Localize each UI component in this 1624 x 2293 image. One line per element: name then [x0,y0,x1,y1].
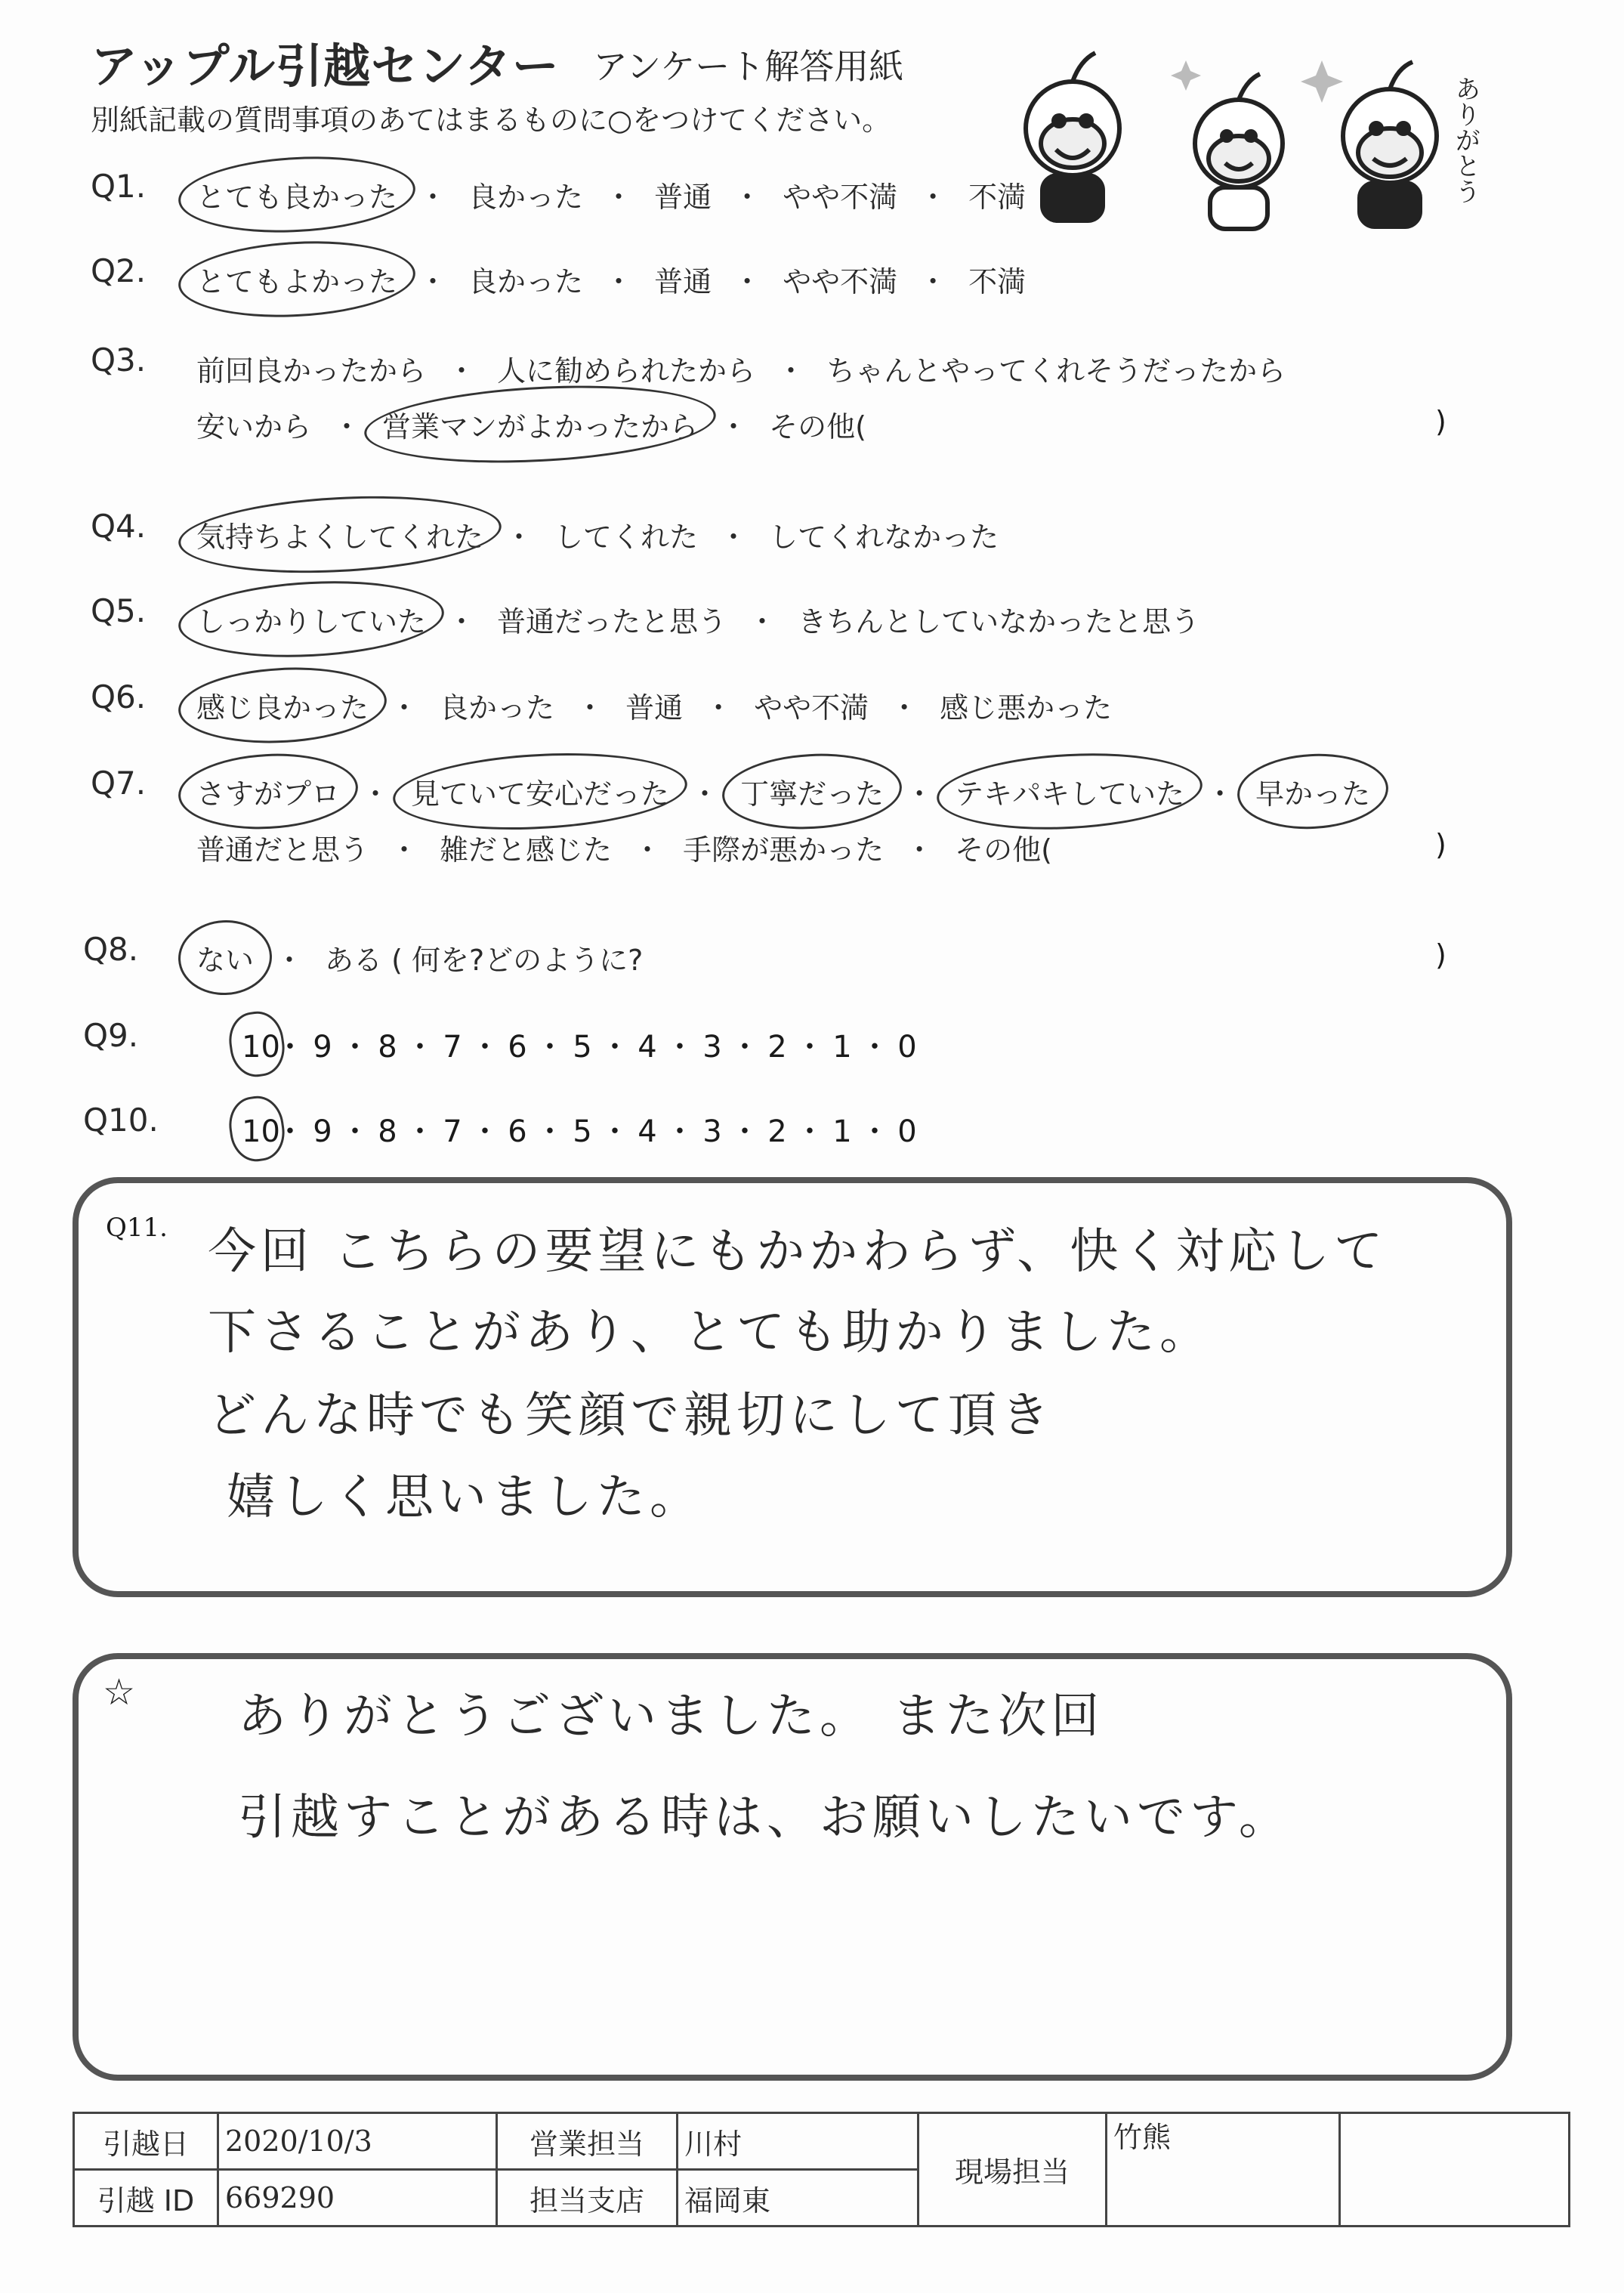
company-title: アップル引越センター [91,39,560,94]
q1-option-2[interactable]: 良かった [468,181,584,214]
instructions: 別紙記載の質問事項のあてはまるものに○をつけてください。 [91,104,891,137]
q1-options: とても良かった ・ 良かった ・ 普通 ・ やや不満 ・ 不満 [189,171,1033,218]
q5-option-3[interactable]: きちんとしていなかったと思う [798,605,1200,638]
branch-label: 担当支店 [497,2170,678,2227]
q2-number: Q2. [91,252,147,289]
q7-option-6[interactable]: 普通だと思う [196,833,369,867]
q10-score-4[interactable]: 4 [638,1114,657,1149]
q7-option-3[interactable]: 丁寧だった [733,768,891,815]
q4-option-1[interactable]: 気持ちよくしてくれた [189,511,491,558]
q3-number: Q3. [91,341,147,379]
sparkle-icon [1171,60,1343,103]
monkey-icon [1343,62,1437,227]
q4-number: Q4. [91,508,147,545]
q9-score-7[interactable]: 7 [443,1030,462,1065]
form-subtitle: アンケート解答用紙 [593,46,904,87]
q9-score-4[interactable]: 4 [638,1030,657,1065]
q11-line-1: 今回 こちらの要望にもかかわらず、快く対応して [208,1224,1388,1280]
q9-score-1[interactable]: 1 [832,1030,852,1065]
q6-options: 感じ良かった ・ 良かった ・ 普通 ・ やや不満 ・ 感じ悪かった [189,681,1119,729]
q3-option-5[interactable]: 営業マンがよかったから [375,400,705,448]
q8-option-none[interactable]: ない [189,934,261,981]
q7-options-line2: 普通だと思う ・ 雑だと感じた ・ 手際が悪かった ・ その他( [189,824,1060,871]
q1-option-4[interactable]: やや不満 [783,181,898,214]
q3-option-1[interactable]: 前回良かったから [196,354,427,388]
q3-options-line2: 安いから ・ 営業マンがよかったから ・ その他( [189,400,874,448]
q2-option-1[interactable]: とてもよかった [189,255,405,303]
q7-option-5[interactable]: 早かった [1248,768,1378,815]
q10-score-1[interactable]: 1 [832,1114,852,1149]
q10-number: Q10. [83,1102,159,1139]
q1-option-3[interactable]: 普通 [654,181,712,214]
q9-score-0[interactable]: 0 [897,1030,917,1065]
q9-number: Q9. [83,1017,139,1054]
q4-options: 気持ちよくしてくれた ・ してくれた ・ してくれなかった [189,511,1006,558]
q9-score-6[interactable]: 6 [508,1030,527,1065]
q3-option-4[interactable]: 安いから [196,410,312,443]
q11-line-4: 嬉しく思いました。 [227,1469,702,1525]
q9-scale: 10・ 9 ・ 8 ・ 7 ・ 6 ・ 5 ・ 4 ・ 3 ・ 2 ・ 1 ・ 0 [242,1023,923,1066]
q9-score-8[interactable]: 8 [378,1030,397,1065]
q7-option-7[interactable]: 雑だと感じた [440,833,613,867]
q8-paren-close: ) [1435,938,1446,972]
q6-number: Q6. [91,678,147,715]
q2-option-2[interactable]: 良かった [468,265,584,298]
monkey-icon [1195,74,1283,229]
q6-option-1[interactable]: 感じ良かった [189,681,376,729]
q1-option-5[interactable]: 不満 [968,181,1027,214]
q7-option-other[interactable]: その他( [955,833,1052,867]
q5-option-2[interactable]: 普通だったと思う [497,605,727,638]
q8-options: ない ・ ある ( 何を?どのように? [189,934,650,981]
q3-option-3[interactable]: ちゃんとやってくれそうだったから [826,354,1286,388]
q9-score-2[interactable]: 2 [767,1030,787,1065]
monkey-icon [1026,53,1119,221]
site-rep-label: 現場担当 [919,2113,1107,2227]
q4-option-3[interactable]: してくれなかった [769,521,999,554]
q9-score-5[interactable]: 5 [573,1030,592,1065]
star-icon: ☆ [103,1671,136,1714]
q2-option-5[interactable]: 不満 [968,265,1027,298]
q10-score-10[interactable]: 10 [242,1114,280,1149]
q9-score-3[interactable]: 3 [702,1030,722,1065]
q3-option-other[interactable]: その他( [769,410,866,443]
q1-option-1[interactable]: とても良かった [189,171,405,218]
q3-paren-close: ) [1435,405,1446,438]
q7-option-1[interactable]: さすがプロ [189,768,347,815]
thanks-line-1: ありがとうございました。 また次回 [238,1689,1104,1744]
thanks-line-2: 引越すことがある時は、お願いしたいです。 [238,1790,1292,1846]
q11-label: Q11. [106,1213,168,1243]
q11-line-3: どんな時でも笑顔で親切にして頂き [208,1388,1054,1444]
move-date-value[interactable]: 2020/10/3 [218,2113,497,2170]
sales-rep-value[interactable]: 川村 [678,2113,919,2170]
q7-paren-close: ) [1435,828,1446,861]
q7-option-4[interactable]: テキパキしていた [947,768,1192,815]
q8-option-some[interactable]: ある ( 何を?どのように? [325,944,644,977]
move-id-value[interactable]: 669290 [218,2170,497,2227]
move-id-label: 引越 ID [74,2170,218,2227]
q7-option-8[interactable]: 手際が悪かった [683,833,885,867]
q1-number: Q1. [91,168,147,205]
q3-option-2[interactable]: 人に勧められたから [497,354,756,388]
q9-score-9[interactable]: 9 [313,1030,332,1065]
q10-score-5[interactable]: 5 [573,1114,592,1149]
q7-options-line1: さすがプロ ・ 見ていて安心だった ・ 丁寧だった ・ テキパキしていた ・ 早かった [189,768,1378,815]
q10-score-8[interactable]: 8 [378,1114,397,1149]
q5-options: しっかりしていた ・ 普通だったと思う ・ きちんとしていなかったと思う [189,595,1207,643]
q4-option-2[interactable]: してくれた [554,521,699,554]
q10-score-3[interactable]: 3 [702,1114,722,1149]
q10-score-7[interactable]: 7 [443,1114,462,1149]
q7-option-2[interactable]: 見ていて安心だった [403,768,677,815]
mascot-caption: ありがとう [1450,76,1480,204]
q6-option-5[interactable]: 感じ悪かった [940,691,1113,725]
q6-option-2[interactable]: 良かった [440,691,555,725]
branch-value[interactable]: 福岡東 [678,2170,919,2227]
sales-rep-label: 営業担当 [497,2113,678,2170]
blank-cell [1340,2113,1570,2227]
monkey-mascots-illustration [1005,30,1496,234]
q9-score-10[interactable]: 10 [242,1030,280,1065]
q10-score-9[interactable]: 9 [313,1114,332,1149]
q11-line-2: 下さることがあり、とても助かりました。 [208,1305,1212,1361]
q5-number: Q5. [91,592,147,629]
move-date-label: 引越日 [74,2113,218,2170]
q2-option-3[interactable]: 普通 [654,265,712,298]
q2-option-4[interactable]: やや不満 [783,265,898,298]
q3-options-line1: 前回良かったから ・ 人に勧められたから ・ ちゃんとやってくれそうだったから [189,345,1293,392]
q10-score-2[interactable]: 2 [767,1114,787,1149]
footer-info-table [73,2112,1570,2227]
q10-scale: 10・ 9 ・ 8 ・ 7 ・ 6 ・ 5 ・ 4 ・ 3 ・ 2 ・ 1 ・ 0 [242,1108,923,1151]
site-rep-value[interactable]: 竹熊 [1107,2113,1340,2227]
q8-number: Q8. [83,931,139,968]
q10-score-0[interactable]: 0 [897,1114,917,1149]
q5-option-1[interactable]: しっかりしていた [189,595,434,643]
q6-option-3[interactable]: 普通 [625,691,684,725]
q2-options: とてもよかった ・ 良かった ・ 普通 ・ やや不満 ・ 不満 [189,255,1033,303]
q10-score-6[interactable]: 6 [508,1114,527,1149]
q6-option-4[interactable]: やや不満 [754,691,869,725]
q7-number: Q7. [91,765,147,802]
